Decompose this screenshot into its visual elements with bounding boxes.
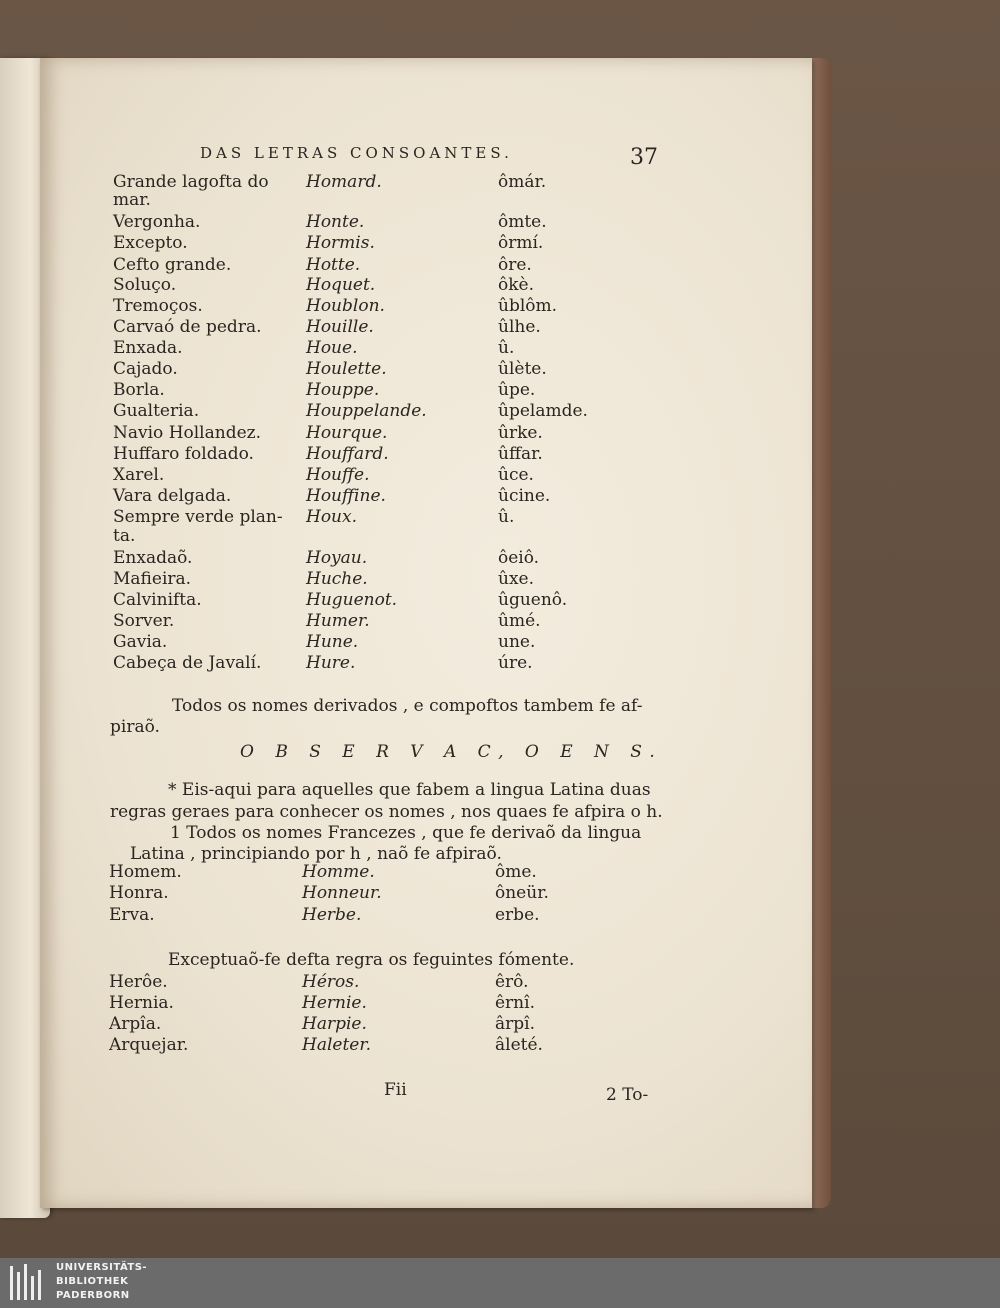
pronunciation: erbe. [495,905,540,925]
french-word: Herbe. [302,905,362,925]
portuguese-word: Carvaó de pedra. [113,317,262,337]
french-word: Humer. [306,611,370,631]
table-row [0,526,1000,546]
portuguese-word: Gavia. [113,632,168,652]
text-line: regras geraes para conhecer os nomes , nos quaes fe afpira o h. [110,802,663,822]
french-word: Héros. [302,972,360,992]
portuguese-word: Herôe. [109,972,168,992]
french-word: Hormis. [306,233,375,253]
portuguese-word: Calvinifta. [113,590,202,610]
table-row [0,1014,1000,1034]
portuguese-word: Sorver. [113,611,175,631]
portuguese-word: ta. [113,526,136,546]
portuguese-word: Excepto. [113,233,188,253]
pronunciation: ûxe. [498,569,535,589]
pronunciation: ômte. [498,212,547,232]
observacoes-heading: O B S E R V A C, O E N S. [240,742,663,762]
catchword: 2 To- [606,1085,649,1105]
pronunciation: ûce. [498,465,534,485]
table-row [0,212,1000,232]
table-row [0,486,1000,506]
library-logo-line2: BIBLIOTHEK [56,1276,129,1287]
page-number: 37 [630,145,658,170]
french-word: Houffe. [306,465,370,485]
library-logo-line3: PADERBORN [56,1290,130,1301]
portuguese-word: Enxadaõ. [113,548,193,568]
pronunciation: ûlète. [498,359,547,379]
pronunciation: ârpî. [495,1014,535,1034]
portuguese-word: Sempre verde plan- [113,507,283,527]
running-head: DAS LETRAS CONSOANTES. [200,144,513,162]
table-row [0,632,1000,652]
table-row [0,380,1000,400]
french-word: Houlette. [306,359,387,379]
pronunciation: une. [498,632,536,652]
portuguese-word: Homem. [109,862,182,882]
pronunciation: ûguenô. [498,590,568,610]
table-row [0,993,1000,1013]
portuguese-word: Borla. [113,380,165,400]
table-row [0,1035,1000,1055]
portuguese-word: Vara delgada. [113,486,232,506]
table-row [0,317,1000,337]
french-word: Houffard. [306,444,389,464]
text-line: piraõ. [110,717,160,737]
pronunciation: êrô. [495,972,529,992]
portuguese-word: Gualteria. [113,401,200,421]
text-line: * Eis-aqui para aquelles que fabem a lingua Latina duas [168,780,651,800]
pronunciation: ôkè. [498,275,535,295]
french-word: Honte. [306,212,365,232]
portuguese-word: Honra. [109,883,169,903]
french-word: Homme. [302,862,375,882]
table-row [0,611,1000,631]
french-word: Hure. [306,653,356,673]
text-line: Latina , principiando por h , naõ fe afpiraõ. [130,844,502,864]
table-row [0,653,1000,673]
table-row [0,255,1000,275]
portuguese-word: Xarel. [113,465,165,485]
signature-mark: Fii [384,1080,407,1100]
table-row [0,296,1000,316]
french-word: Harpie. [302,1014,367,1034]
portuguese-word: Tremoços. [113,296,203,316]
pronunciation: ômár. [498,172,547,192]
pronunciation: ôre. [498,255,532,275]
text-line: 1 Todos os nomes Francezes , que fe derivaõ da lingua [170,823,642,843]
table-row [0,172,1000,192]
table-row [0,507,1000,527]
table-row [0,233,1000,253]
portuguese-word: Vergonha. [113,212,201,232]
french-word: Hoquet. [306,275,376,295]
pronunciation: û. [498,338,515,358]
french-word: Huche. [306,569,368,589]
french-word: Houille. [306,317,374,337]
pronunciation: ûcine. [498,486,551,506]
portuguese-word: Hernia. [109,993,174,1013]
french-word: Houx. [306,507,357,527]
library-footer-bar [0,1258,1000,1308]
table-row [0,548,1000,568]
table-row [0,359,1000,379]
table-row [0,275,1000,295]
pronunciation: ûpe. [498,380,536,400]
pronunciation: âleté. [495,1035,543,1055]
french-word: Houffine. [306,486,386,506]
french-word: Hourque. [306,423,388,443]
table-row [0,590,1000,610]
french-word: Huguenot. [306,590,398,610]
portuguese-word: Cajado. [113,359,178,379]
french-word: Hotte. [306,255,361,275]
pronunciation: ûmé. [498,611,541,631]
french-word: Houblon. [306,296,385,316]
portuguese-word: Cefto grande. [113,255,232,275]
table-row [0,883,1000,903]
french-word: Hune. [306,632,359,652]
paragraph-exceptions: Exceptuaõ-fe defta regra os feguintes fómente. [168,950,575,970]
table-row [0,444,1000,464]
french-word: Hoyau. [306,548,368,568]
portuguese-word: Huffaro foldado. [113,444,254,464]
french-word: Hernie. [302,993,367,1013]
pronunciation: êrnî. [495,993,535,1013]
portuguese-word: Mafieira. [113,569,192,589]
table-row [0,338,1000,358]
french-word: Homard. [306,172,382,192]
french-word: Houppelande. [306,401,427,421]
portuguese-word: Navio Hollandez. [113,423,262,443]
french-word: Houe. [306,338,358,358]
portuguese-word: Arquejar. [109,1035,189,1055]
table-row [0,905,1000,925]
pronunciation: ôrmí. [498,233,544,253]
pronunciation: û. [498,507,515,527]
portuguese-word: Erva. [109,905,155,925]
french-word: Haleter. [302,1035,372,1055]
portuguese-word: Arpîa. [109,1014,162,1034]
portuguese-word: Grande lagofta do [113,172,269,192]
pronunciation: úre. [498,653,533,673]
table-row [0,423,1000,443]
pronunciation: ôeiô. [498,548,540,568]
pronunciation: ôme. [495,862,537,882]
library-logo-line1: UNIVERSITÄTS- [56,1262,148,1273]
table-row [0,190,1000,210]
french-word: Houppe. [306,380,380,400]
pronunciation: ôneür. [495,883,549,903]
french-word: Honneur. [302,883,382,903]
table-row [0,401,1000,421]
pronunciation: ûlhe. [498,317,541,337]
portuguese-word: Soluço. [113,275,177,295]
table-row [0,972,1000,992]
table-row [0,569,1000,589]
portuguese-word: Enxada. [113,338,183,358]
portuguese-word: mar. [113,190,151,210]
pronunciation: ûrke. [498,423,543,443]
portuguese-word: Cabeça de Javalí. [113,653,262,673]
pronunciation: ûpelamde. [498,401,588,421]
text-line: Todos os nomes derivados , e compoftos tambem fe af- [172,696,643,716]
pronunciation: ûblôm. [498,296,558,316]
table-row [0,465,1000,485]
pronunciation: ûffar. [498,444,543,464]
table-row [0,862,1000,882]
library-logo-icon [8,1262,48,1304]
